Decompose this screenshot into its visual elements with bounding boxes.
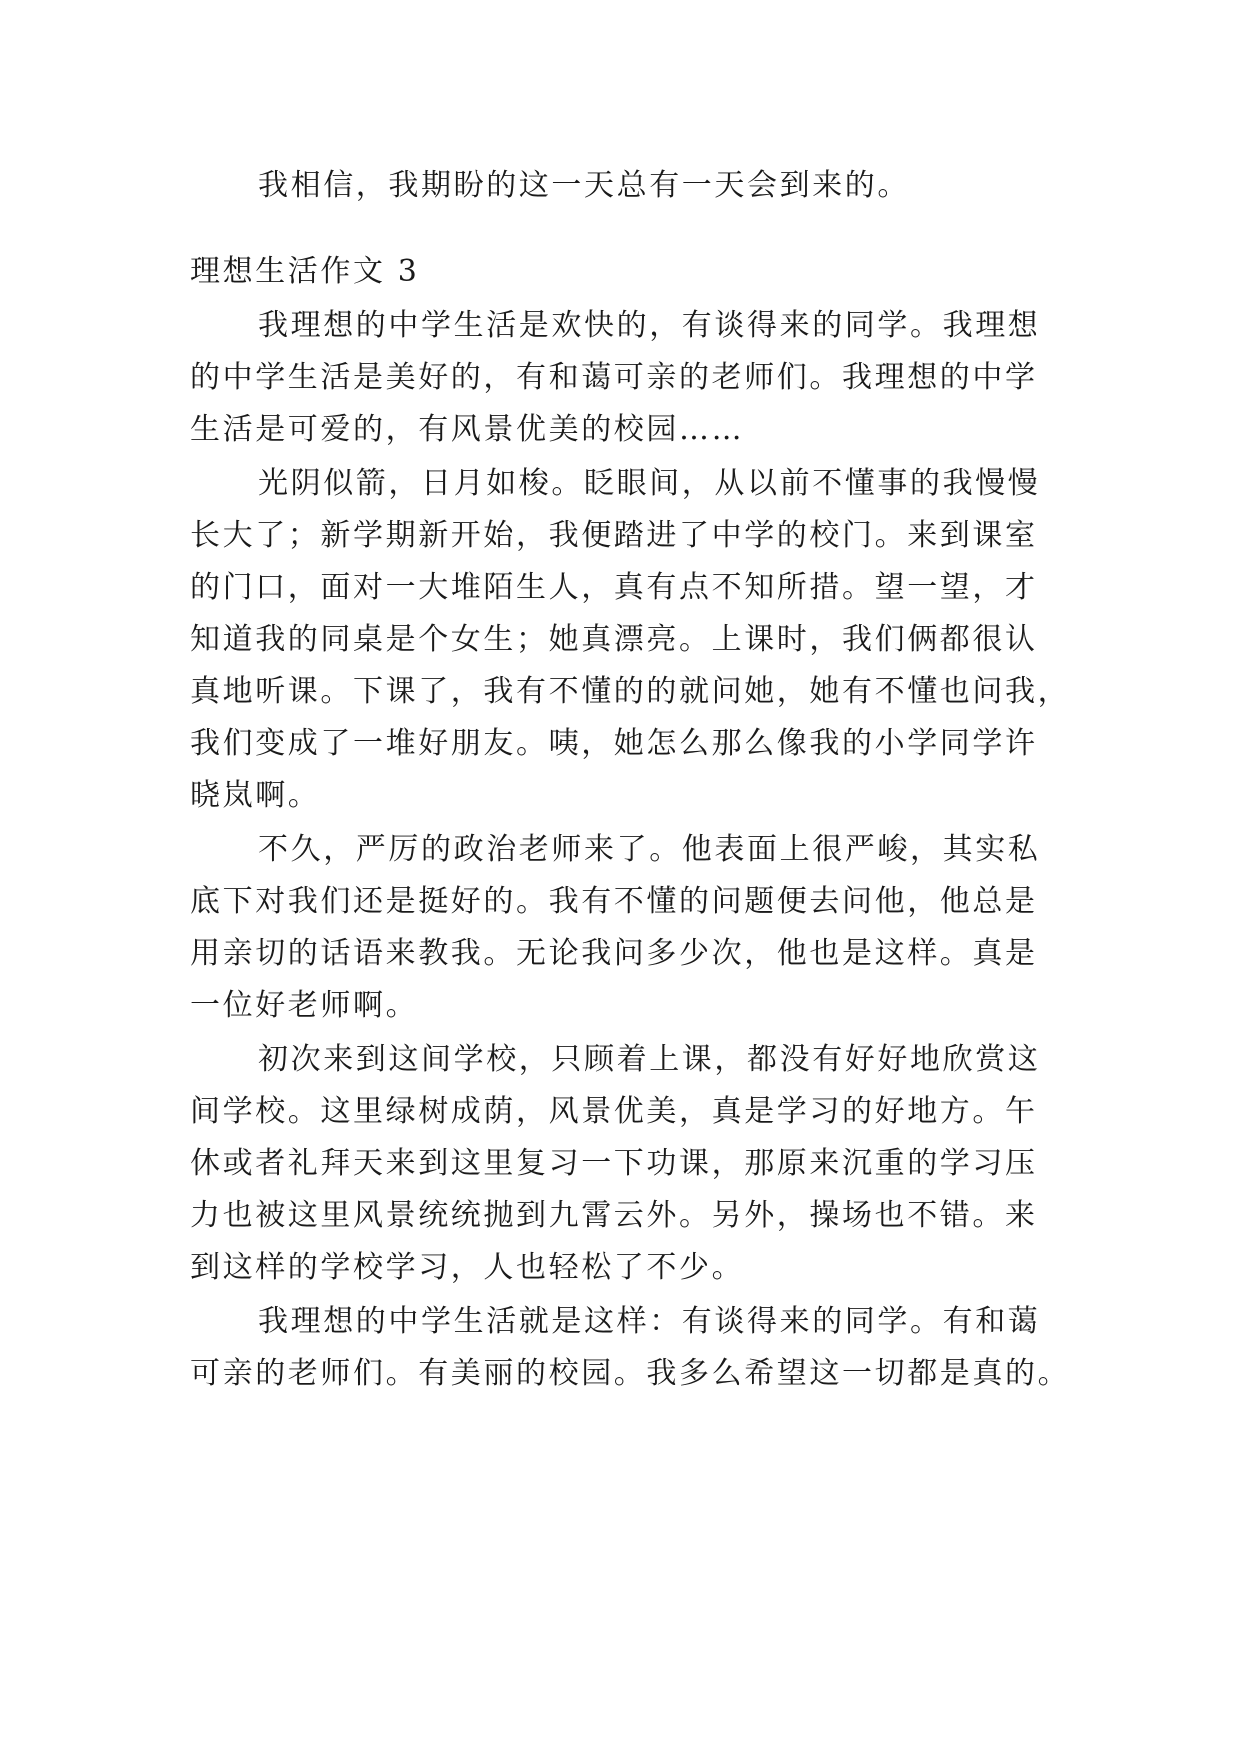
paragraph-2-line-3: 的门口，面对一大堆陌生人，真有点不知所措。望一望，才 (190, 570, 1038, 605)
paragraph-1-line-3: 生活是可爱的，有风景优美的校园…… (190, 412, 745, 447)
section-title: 理想生活作文 3 (190, 254, 420, 289)
paragraph-2-line-4: 知道我的同桌是个女生；她真漂亮。上课时，我们俩都很认 (190, 622, 1038, 657)
paragraph-2-line-1: 光阴似箭，日月如梭。眨眼间，从以前不懂事的我慢慢 (258, 466, 1041, 501)
paragraph-2-line-2: 长大了；新学期新开始，我便踏进了中学的校门。来到课室 (190, 518, 1038, 553)
paragraph-4-line-4: 力也被这里风景统统抛到九霄云外。另外，操场也不错。来 (190, 1198, 1038, 1233)
paragraph-2-line-5: 真地听课。下课了，我有不懂的的就问她，她有不懂也问我， (190, 674, 1071, 709)
paragraph-4-line-1: 初次来到这间学校，只顾着上课，都没有好好地欣赏这 (258, 1042, 1041, 1077)
paragraph-1-line-1: 我理想的中学生活是欢快的，有谈得来的同学。我理想 (258, 308, 1041, 343)
paragraph-2-line-6: 我们变成了一堆好朋友。咦，她怎么那么像我的小学同学许 (190, 726, 1038, 761)
paragraph-3-line-2: 底下对我们还是挺好的。我有不懂的问题便去问他，他总是 (190, 884, 1038, 919)
paragraph-3-line-3: 用亲切的话语来教我。无论我问多少次，他也是这样。真是 (190, 936, 1038, 971)
paragraph-4-line-3: 休或者礼拜天来到这里复习一下功课，那原来沉重的学习压 (190, 1146, 1038, 1181)
paragraph-4-line-2: 间学校。这里绿树成荫，风景优美，真是学习的好地方。午 (190, 1094, 1038, 1129)
paragraph-5-line-2: 可亲的老师们。有美丽的校园。我多么希望这一切都是真的。 (190, 1356, 1071, 1391)
paragraph-3-line-4: 一位好老师啊。 (190, 988, 419, 1023)
paragraph-3-line-1: 不久，严厉的政治老师来了。他表面上很严峻，其实私 (258, 832, 1041, 867)
intro-line: 我相信，我期盼的这一天总有一天会到来的。 (258, 168, 910, 203)
paragraph-1-line-2: 的中学生活是美好的，有和蔼可亲的老师们。我理想的中学 (190, 360, 1038, 395)
paragraph-4-line-5: 到这样的学校学习，人也轻松了不少。 (190, 1250, 745, 1285)
paragraph-2-line-7: 晓岚啊。 (190, 778, 321, 813)
paragraph-5-line-1: 我理想的中学生活就是这样：有谈得来的同学。有和蔼 (258, 1304, 1041, 1339)
